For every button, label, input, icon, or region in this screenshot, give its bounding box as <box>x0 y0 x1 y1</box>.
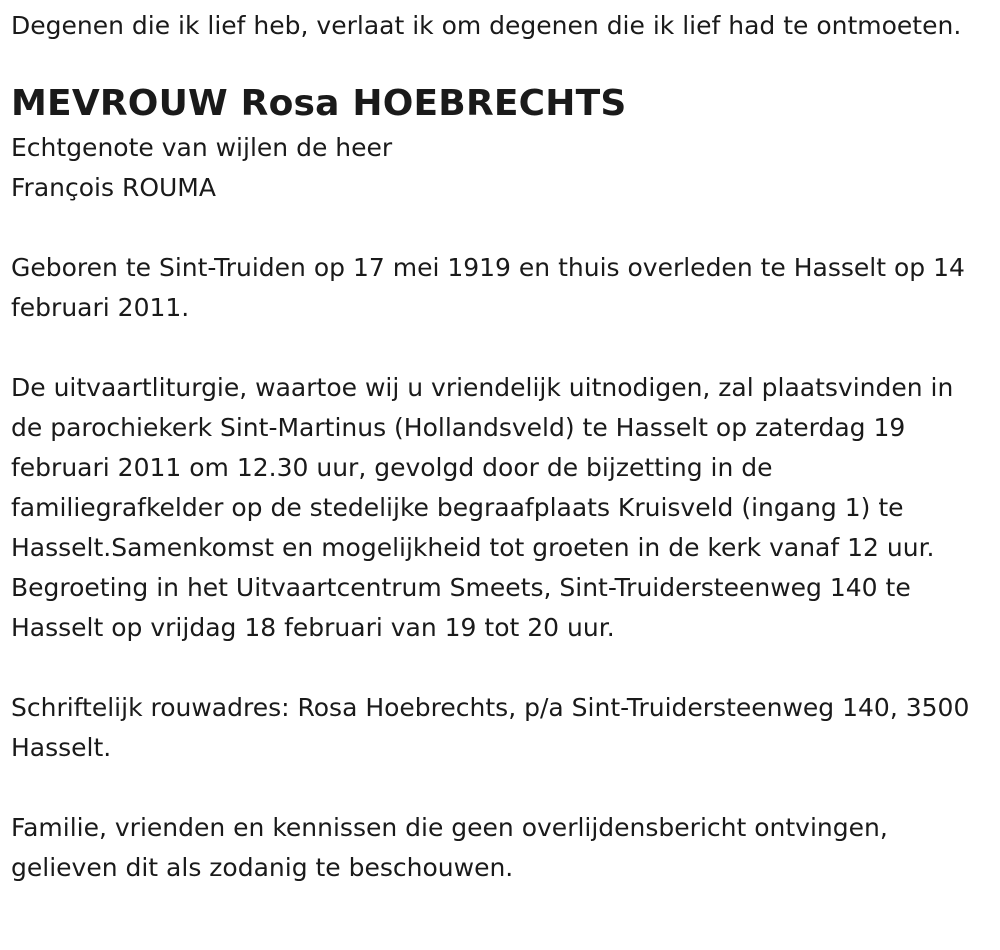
spacer <box>11 328 990 368</box>
closing-text: Familie, vrienden en kennissen die geen overlijdensbericht ontvingen, gelieven dit als zodanig te beschouwen. <box>11 813 888 882</box>
spacer <box>11 648 990 688</box>
spacer <box>11 768 990 808</box>
address-text: Schriftelijk rouwadres: Rosa Hoebrechts, p/a Sint-Truidersteenweg 140, 3500 Hasselt. <box>11 693 970 762</box>
spacer <box>11 208 990 248</box>
spouse-line-2: François ROUMA <box>11 173 216 202</box>
viewing-text: Begroeting in het Uitvaartcentrum Smeets, Sint-Truidersteenweg 140 te Hasselt op vrijdag 18 februari van 19 tot 20 uur. <box>11 573 911 642</box>
deceased-name: MEVROUW Rosa HOEBRECHTS <box>11 83 627 124</box>
birth-death-text: Geboren te Sint-Truiden op 17 mei 1919 en thuis overleden te Hasselt op 14 februari 2011. <box>11 253 965 322</box>
funeral-text: De uitvaartliturgie, waartoe wij u vriendelijk uitnodigen, zal plaatsvinden in de parochiekerk Sint-Martinus (Hollandsveld) te Hasselt op zaterdag 19 februari 2011 om 12.30 uur, gevolgd door de bijzetting in de familiegrafkelder op de stedelijke begraafplaats Kruisveld (ingang 1) te Hasselt.Samenkomst en mogelijkheid tot groeten in de kerk vanaf 12 uur. <box>11 373 954 562</box>
quote-text: Degenen die ik lief heb, verlaat ik om degenen die ik lief had te ontmoeten. <box>11 11 962 40</box>
spouse-line-1: Echtgenote van wijlen de heer <box>11 133 393 162</box>
